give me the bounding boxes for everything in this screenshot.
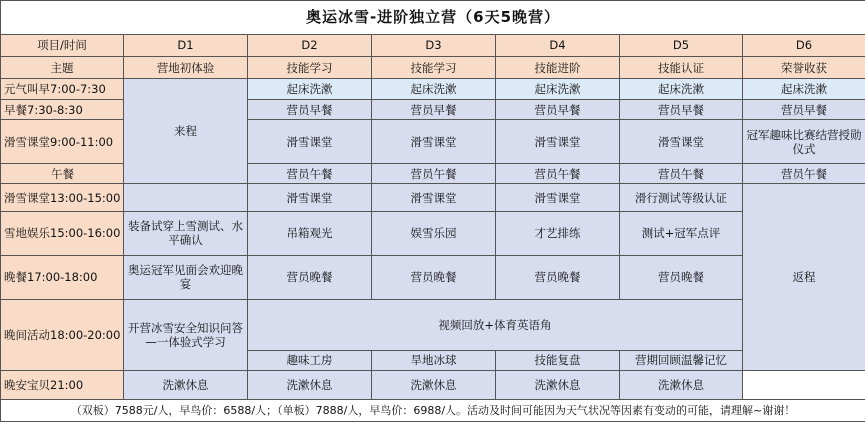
table-row (1, 255, 865, 299)
schedule-cell: 洗漱休息 (372, 370, 496, 400)
theme-d4: 技能进阶 (496, 57, 620, 79)
schedule-cell: 营员午餐 (620, 164, 743, 184)
schedule-cell: 滑雪课堂 (496, 120, 620, 164)
theme-d6: 荣誉收获 (743, 57, 865, 79)
schedule-cell: 开营冰雪安全知识问答—一体验式学习 (124, 299, 248, 370)
theme-label: 主题 (1, 57, 124, 79)
schedule-cell: 营员晚餐 (496, 255, 620, 299)
header-row (1, 34, 865, 56)
schedule-cell: 滑雪课堂 (372, 184, 496, 212)
row-label-dinner: 晚餐17:00-18:00 (1, 255, 124, 299)
schedule-cell: 吊箱观光 (248, 211, 372, 255)
schedule-cell: 营员晚餐 (372, 255, 496, 299)
price-note: （双板）7588元/人，早鸟价：6588/人；（单板）7888/人，早鸟价：6988/人。活动及时间可能因为天气状况等因素有变动的可能，请理解~谢谢！ (1, 400, 865, 422)
row-label-lunch: 午餐 (1, 164, 124, 184)
row-label-snow-fun: 雪地娱乐15:00-16:00 (1, 211, 124, 255)
theme-d3: 技能学习 (372, 57, 496, 79)
d6-return-cell: 返程 (743, 184, 865, 371)
header-cell-d5: D5 (620, 34, 743, 56)
table-row (1, 211, 865, 255)
schedule-cell: 起床洗漱 (248, 79, 372, 99)
schedule-cell: 技能复盘 (496, 350, 620, 370)
row-label-wakeup: 元气叫早7:00-7:30 (1, 79, 124, 99)
schedule-cell: 洗漱休息 (248, 370, 372, 400)
schedule-cell: 洗漱休息 (620, 370, 743, 400)
schedule-cell: 起床洗漱 (743, 79, 865, 99)
schedule-cell: 奥运冠军见面会欢迎晚宴 (124, 255, 248, 299)
header-cell-label: 项目/时间 (1, 34, 124, 56)
schedule-cell: 营员早餐 (372, 99, 496, 119)
schedule-cell: 滑雪课堂 (496, 184, 620, 212)
theme-row (1, 57, 865, 79)
schedule-cell: 营期回顾温馨记忆 (620, 350, 743, 370)
schedule-cell: 才艺排练 (496, 211, 620, 255)
schedule-cell-merged: 视频回放+体育英语角 (248, 299, 743, 350)
d1-arrival-cell: 来程 (124, 79, 248, 184)
schedule-cell: 营员早餐 (743, 99, 865, 119)
schedule-cell: 洗漱休息 (124, 370, 248, 400)
schedule-cell: 冠军趣味比赛结营授勋仪式 (743, 120, 865, 164)
schedule-cell: 营员午餐 (743, 164, 865, 184)
schedule-cell: 起床洗漱 (372, 79, 496, 99)
header-cell-d3: D3 (372, 34, 496, 56)
schedule-cell: 滑雪课堂 (372, 120, 496, 164)
schedule-cell: 营员早餐 (620, 99, 743, 119)
schedule-cell: 洗漱休息 (496, 370, 620, 400)
header-cell-d1: D1 (124, 34, 248, 56)
row-label-bedtime: 晚安宝贝21:00 (1, 370, 124, 400)
schedule-cell: 营员午餐 (372, 164, 496, 184)
schedule-cell-empty (124, 184, 248, 212)
row-label-evening: 晚间活动18:00-20:00 (1, 299, 124, 370)
theme-d2: 技能学习 (248, 57, 372, 79)
page-title: 奥运冰雪-进阶独立营（6天5晚营） (1, 1, 865, 35)
table-row (1, 184, 865, 212)
header-cell-d2: D2 (248, 34, 372, 56)
schedule-cell: 营员午餐 (496, 164, 620, 184)
row-label-ski-afternoon: 滑雪课堂13:00-15:00 (1, 184, 124, 212)
table-row (1, 370, 865, 400)
schedule-cell: 营员早餐 (248, 99, 372, 119)
table-row (1, 79, 865, 99)
schedule-cell: 起床洗漱 (496, 79, 620, 99)
schedule-cell: 滑行测试等级认证 (620, 184, 743, 212)
schedule-cell: 趣味工房 (248, 350, 372, 370)
row-label-breakfast: 早餐7:30-8:30 (1, 99, 124, 119)
schedule-cell: 旱地冰球 (372, 350, 496, 370)
schedule-cell: 装备试穿上雪测试、水平确认 (124, 211, 248, 255)
theme-d1: 营地初体验 (124, 57, 248, 79)
schedule-cell: 娱雪乐园 (372, 211, 496, 255)
schedule-cell: 起床洗漱 (620, 79, 743, 99)
schedule-cell: 营员午餐 (248, 164, 372, 184)
schedule-cell: 滑雪课堂 (248, 120, 372, 164)
row-label-ski-morning: 滑雪课堂9:00-11:00 (1, 120, 124, 164)
schedule-cell: 营员早餐 (496, 99, 620, 119)
schedule-cell: 滑雪课堂 (620, 120, 743, 164)
schedule-cell: 营员晚餐 (248, 255, 372, 299)
theme-d5: 技能认证 (620, 57, 743, 79)
schedule-cell: 测试+冠军点评 (620, 211, 743, 255)
table-row (1, 299, 865, 350)
header-cell-d6: D6 (743, 34, 865, 56)
schedule-cell: 营员晚餐 (620, 255, 743, 299)
schedule-cell: 滑雪课堂 (248, 184, 372, 212)
header-cell-d4: D4 (496, 34, 620, 56)
